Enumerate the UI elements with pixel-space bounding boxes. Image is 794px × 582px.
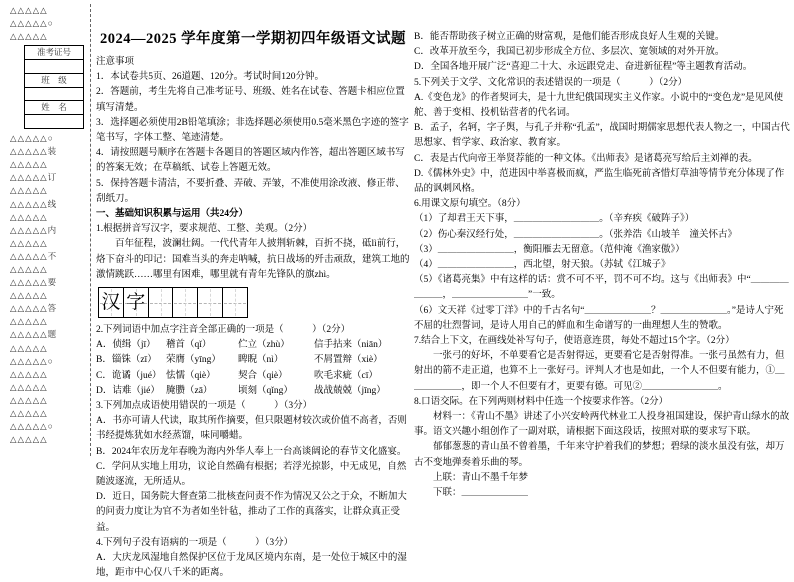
binding-mark: △△△△△ bbox=[10, 237, 48, 248]
text-line: 一、基础知识积累与运用（共24分） bbox=[96, 209, 249, 220]
hanzi-grid-cell[interactable] bbox=[198, 288, 223, 317]
page-2-lines bbox=[414, 30, 792, 501]
text-line: 下联：＿＿＿＿＿＿＿ bbox=[433, 488, 529, 499]
hanzi-grid-cell[interactable] bbox=[173, 288, 198, 317]
binding-mark: △△△△△○ bbox=[10, 355, 54, 366]
choice-option-row bbox=[96, 384, 410, 399]
binding-mark: △△△△△ bbox=[10, 185, 48, 196]
choice-option-item: C．诡谲（jué） bbox=[96, 370, 162, 381]
binding-mark: △△△△△ bbox=[10, 159, 48, 170]
binding-mark: △△△△△要 bbox=[10, 277, 58, 288]
text-line: A.《变色龙》的作者契诃夫，是十九世纪俄国现实主义作家。小说中的“变色龙”是见风使舵、善于变相、投机钻营者的代名词。 bbox=[414, 92, 784, 119]
text-line: 上联：青山不墨千年梦 bbox=[433, 472, 529, 483]
binding-mark: △△△△△装 bbox=[10, 146, 58, 157]
hanzi-grid-char: 汉 bbox=[101, 292, 121, 314]
hanzi-grid-cell[interactable] bbox=[99, 288, 124, 317]
text-line: A．大庆龙凤湿地自然保护区位于龙凤区境内东南，是一处位于城区中的湿地，距市中心仅八千米的距离。 bbox=[96, 553, 407, 579]
text-line: 3．选择题必须使用2B铅笔填涂；非选择题必须使用0.5毫米黑色字迹的签字笔书写，字体工整、笔迹清楚。 bbox=[96, 117, 409, 144]
hanzi-grid-cell[interactable] bbox=[223, 288, 247, 317]
page-title: 2024—2025 学年度第一学期初四年级语文试题 bbox=[99, 31, 407, 47]
name-input-cell[interactable] bbox=[25, 115, 83, 128]
text-line: 8.口语交际。在下列两则材料中任选一个按要求作答。（2分） bbox=[414, 396, 669, 407]
text-line: B．能否帮助孩子树立正确的财富观，是他们能否形成良好人生观的关键。 bbox=[414, 32, 725, 42]
text-line: （1）了却君王天下事，＿＿＿＿＿＿＿＿＿。（辛弃疾《破阵子》） bbox=[414, 214, 695, 225]
text-line: 1.根据拼音写汉字，要求规范、工整、美观。（2分） bbox=[96, 224, 313, 235]
text-line: （5）《诸葛亮集》中有这样的话：赏不可不平，罚不可不均。这与《出师表》中“＿＿＿＿＿＿＿，＿＿＿＿＿＿＿＿”一致。 bbox=[414, 275, 789, 301]
binding-mark: △△△△△内 bbox=[10, 224, 58, 235]
text-line: 1．本试卷共5页、26道题、120分。考试时间120分钟。 bbox=[96, 72, 325, 83]
text-line: 一张弓的好坏，不单要看它是否射得远，更要看它是否射得准。一张弓虽然有力，但射出的箭不走正道，也算不上一张好弓。评判人才也是如此，一个人不但要有能力，①＿＿＿＿＿＿，即一个人不但要有才，更要有德。可见②＿＿＿＿＿＿＿＿。 bbox=[414, 351, 785, 392]
binding-mark: △△△△△ bbox=[10, 31, 48, 42]
page-1-column bbox=[96, 26, 410, 582]
binding-mark: △△△△△订 bbox=[10, 172, 58, 183]
binding-mark: △△△△△ bbox=[10, 211, 48, 222]
text-line: B．孟子，名轲，字子舆，与孔子并称“孔孟”，战国时期儒家思想代表人物之一，中国古代思想家、哲学家、政治家、教育家。 bbox=[414, 123, 790, 149]
binding-mark: △△△△△题 bbox=[10, 329, 58, 340]
choice-option-item: 睥睨（nì） bbox=[238, 355, 284, 366]
text-line: （6）文天祥《过零丁洋》中的千古名句“＿＿＿＿＿＿＿？＿＿＿＿＿＿＿。”是诗人宁死不屈的壮烈誓词，是诗人用自己的鲜血和生命谱写的一曲理想人生的赞歌。 bbox=[414, 305, 784, 331]
text-line: D.《儒林外史》中，范进因中举喜极而疯，严监生临死前吝惜灯草油等情节充分体现了作品的讽刺风格。 bbox=[414, 168, 785, 195]
binding-mark: △△△△△ bbox=[10, 5, 48, 15]
text-line: 7.结合上下文，在画线处补写句子，使语意连贯，每处不超过15个字。（2分） bbox=[414, 336, 735, 347]
choice-option-row bbox=[96, 353, 410, 368]
binding-mark: △△△△△ bbox=[10, 434, 48, 445]
text-line: 4.下列句子没有语病的一项是（ ）（3分） bbox=[96, 537, 294, 548]
choice-option-item: D．诘难（jié） bbox=[96, 385, 160, 396]
text-line: D．全国各地开展广泛“喜迎二十大、永远跟党走、奋进新征程”等主题教育活动。 bbox=[414, 62, 753, 73]
text-line: （4）＿＿＿＿＿＿＿＿，西北望，射天狼。（苏轼《江城子》 bbox=[414, 260, 671, 271]
page-2-column bbox=[414, 30, 792, 501]
text-line: 郁郁葱葱的青山虽不曾着墨，千年来守护着我们的梦想；碧绿的淡水虽没有弦，却万古不变地弹奏着乐曲的琴。 bbox=[414, 442, 785, 468]
binding-mark: △△△△△ bbox=[10, 342, 48, 353]
binding-mark: △△△△△○ bbox=[10, 133, 54, 144]
text-line: 3.下列加点成语使用错误的一项是（ ）（3分） bbox=[96, 401, 313, 412]
choice-option-item: 稽首（qǐ） bbox=[166, 340, 212, 351]
choice-option-item: 信手拈来（niān） bbox=[314, 340, 388, 351]
admission-number-label: 准考证号 bbox=[25, 46, 83, 60]
choice-option-item: A．侦缉（jī） bbox=[96, 340, 156, 351]
binding-mark: △△△△△ bbox=[10, 264, 48, 274]
text-line: A．书亦可请人代读，取其所作摘要，但只限题材较次或价值不高者，否则书经提炼犹如水经蒸馏，味同嚼蜡。 bbox=[96, 416, 407, 442]
text-line: 注意事项 bbox=[96, 57, 135, 67]
binding-mark: △△△△△ bbox=[10, 394, 48, 405]
binding-dashed-line bbox=[90, 4, 91, 456]
candidate-info-box bbox=[24, 45, 84, 129]
choice-option-item: B．锱铢（zī） bbox=[96, 355, 157, 366]
text-line: 5．保持答题卡清洁，不要折叠、弄破、弄皱，不准使用涂改液、修正带、刮纸刀。 bbox=[96, 178, 405, 204]
binding-margin bbox=[10, 4, 90, 446]
binding-marks-top bbox=[10, 4, 90, 43]
binding-marks-bottom bbox=[10, 132, 90, 446]
text-line: C．表是古代向帝王举贤荐能的一种文体。《出师表》是诸葛亮写给后主刘禅的表。 bbox=[414, 153, 758, 164]
choice-option-item: 荣膺（yīng） bbox=[166, 355, 221, 366]
text-line: 4．请按照题号顺序在答题卡各题目的答题区域内作答，超出答题区域书写的答案无效；在草稿纸、试卷上答题无效。 bbox=[96, 148, 405, 174]
hanzi-grid-cell[interactable] bbox=[124, 288, 149, 317]
name-label: 姓 名 bbox=[25, 101, 83, 115]
admission-number-input-cell[interactable] bbox=[25, 60, 83, 74]
choice-option-item: 契合（qiè） bbox=[238, 370, 288, 381]
binding-mark: △△△△△ bbox=[10, 408, 48, 419]
hanzi-grid-char: 字 bbox=[126, 292, 146, 314]
choice-option-item: 伫立（zhù） bbox=[238, 340, 290, 351]
text-line: 2.下列词语中加点字注音全部正确的一项是（ ）（2分） bbox=[96, 325, 351, 336]
binding-mark: △△△△△ bbox=[10, 381, 48, 392]
text-line: 材料一：《青山不墨》讲述了小兴安岭两代林业工人投身祖国建设，保护青山绿水的故事。语文兴趣小组创作了一副对联，请根据下面这段话，按照对联的要求写下联。 bbox=[414, 412, 790, 438]
binding-mark: △△△△△线 bbox=[10, 198, 58, 209]
binding-mark: △△△△△答 bbox=[10, 303, 58, 314]
binding-mark: △△△△△ bbox=[10, 316, 48, 327]
binding-mark: △△△△△ bbox=[10, 368, 48, 379]
text-line: （2）伤心秦汉经行处，＿＿＿＿＿＿＿＿＿。（张养浩《山坡羊 潼关怀古》 bbox=[414, 229, 738, 240]
choice-option-item: 腌臜（zā） bbox=[166, 385, 213, 396]
choice-option-item: 吹毛求疵（cī） bbox=[314, 370, 378, 381]
choice-option-item: 不屑置辩（xiè） bbox=[314, 355, 383, 366]
page-1-lines bbox=[96, 55, 410, 582]
text-line: 2．答题前，考生先将自己准考证号、班级、姓名在试卷、答题卡相应位置填写清楚。 bbox=[96, 87, 405, 113]
class-input-cell[interactable] bbox=[25, 88, 83, 102]
binding-mark: △△△△△不 bbox=[10, 250, 58, 261]
text-line: （3）＿＿＿＿＿＿＿＿，衡阳雁去无留意。（范仲淹《渔家傲》） bbox=[414, 244, 685, 255]
hanzi-grid-cell[interactable] bbox=[149, 288, 174, 317]
text-line: C．学问从实地上用功，议论自然确有根据；若浮光掠影，中无成见，自然随波逐流，无所适从。 bbox=[96, 461, 407, 488]
choice-option-item: 顷刻（qǐng） bbox=[238, 385, 293, 396]
choice-option-row bbox=[96, 338, 410, 353]
text-line: 百年征程，波澜壮阔。一代代青年人披荆斩棘，百折不挠，砥lì前行，烙下奋斗的印记：国难当头的奔走呐喊，抗日战场的歼击顽敌，建筑工地的激情跳跃……哪里有困难，哪里就有青年先锋队的旗zhì。 bbox=[96, 239, 410, 280]
text-line: 6.用课文原句填空。（8分） bbox=[414, 199, 526, 210]
binding-mark: △△△△△○ bbox=[10, 421, 54, 432]
choice-option-item: 怯懦（qiè） bbox=[166, 370, 216, 381]
class-label: 班 级 bbox=[25, 74, 83, 88]
text-line: B．2024年农历龙年春晚为海内外华人奉上一台高谈阔论的春节文化盛宴。 bbox=[96, 446, 407, 457]
choice-option-row bbox=[96, 369, 410, 384]
text-line: D．近日，国务院大督查第二批核查问责不作为情况又公之于众，不断加大的问责力度让为官不为者如坐针毡，推动了工作的真落实，让群众真正受益。 bbox=[96, 492, 407, 533]
binding-mark: △△△△△ bbox=[10, 290, 48, 301]
text-line: 5.下列关于文学、文化常识的表述错误的一项是（ ）（2分） bbox=[414, 77, 688, 88]
hanzi-writing-grid bbox=[98, 287, 248, 318]
choice-option-item: 战战兢兢（jīng） bbox=[314, 385, 386, 396]
binding-mark: △△△△△○ bbox=[10, 18, 54, 29]
text-line: C．改革开放至今，我国已初步形成全方位、多层次、宽领域的对外开放。 bbox=[414, 47, 725, 58]
